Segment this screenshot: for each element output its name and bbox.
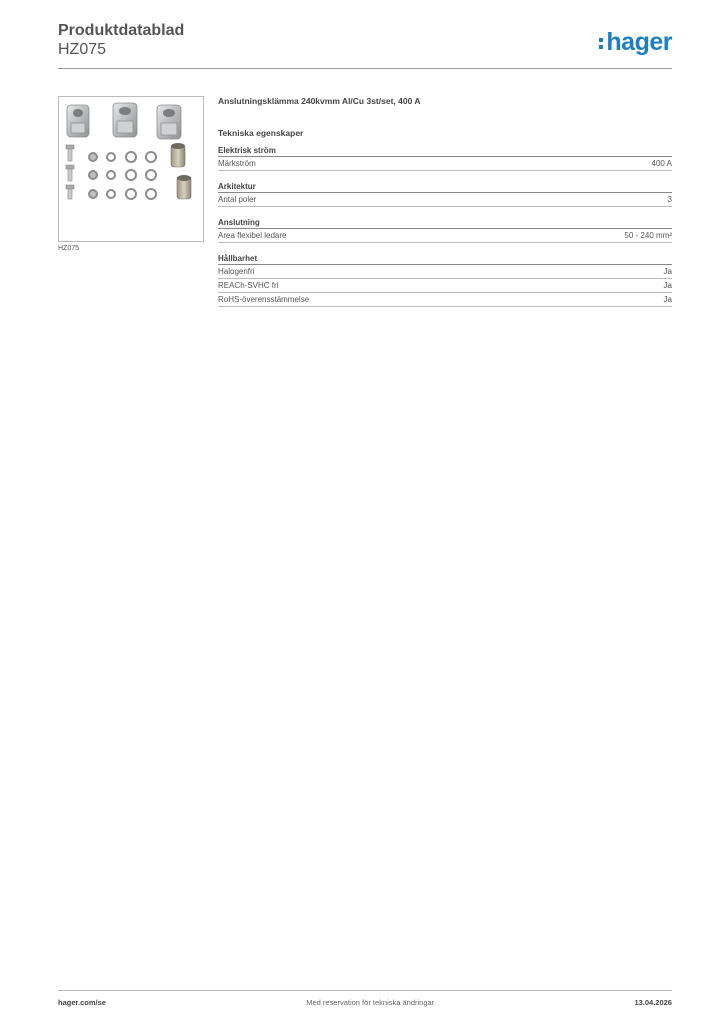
spec-group-electrical: [218, 146, 672, 171]
footer-divider: [58, 990, 672, 991]
spec-value: Ja: [663, 281, 672, 290]
section-heading: Tekniska egenskaper: [218, 128, 304, 138]
spec-row: [218, 293, 672, 307]
group-title: Elektrisk ström: [218, 146, 672, 157]
footer-date: 13.04.2026: [634, 998, 672, 1007]
product-code: HZ075: [58, 41, 107, 58]
image-caption: HZ075: [58, 245, 80, 252]
clamp-3: [157, 105, 181, 139]
spec-group-sustainability: [218, 254, 672, 307]
spec-row: [218, 193, 672, 207]
spec-label: Antal poler: [218, 195, 257, 204]
footer-disclaimer: Med reservation för tekniska ändringar: [306, 998, 435, 1007]
header-divider: [58, 68, 672, 69]
spec-label: REACh-SVHC fri: [218, 281, 279, 290]
spec-value: 400 A: [651, 159, 672, 168]
spec-value: 3: [667, 195, 672, 204]
spec-label: Area flexibel ledare: [218, 231, 287, 240]
group-title: Anslutning: [218, 218, 672, 229]
spec-row: [218, 157, 672, 171]
product-description: Anslutningsklämma 240kvmm Al/Cu 3st/set, 400 A: [218, 96, 421, 106]
spec-value: 50 - 240 mm²: [624, 231, 672, 240]
spec-label: Halogenfri: [218, 267, 255, 276]
spec-label: Märkström: [218, 159, 256, 168]
logo-text: hager: [606, 28, 672, 56]
nuts-washers: [89, 152, 156, 199]
spec-label: RoHS-överensstämmelse: [218, 295, 310, 304]
hager-logo: [599, 28, 672, 57]
group-title: Arkitektur: [218, 182, 672, 193]
terminal-kit-image: [59, 97, 203, 241]
document-header: [58, 22, 184, 59]
spec-value: Ja: [663, 267, 672, 276]
page-title: Produktdatablad: [58, 22, 185, 39]
group-title: Hållbarhet: [218, 254, 672, 265]
sleeves: [171, 143, 191, 199]
product-image: [58, 96, 204, 242]
spec-value: Ja: [663, 295, 672, 304]
logo-dots-icon: [599, 35, 603, 52]
spec-row: [218, 229, 672, 243]
clamp-2: [113, 103, 137, 137]
page-footer: [58, 998, 672, 1007]
spec-group-connection: [218, 218, 672, 243]
specifications: [218, 96, 672, 318]
spec-row: [218, 265, 672, 279]
footer-website-link[interactable]: hager.com/se: [58, 998, 106, 1007]
spec-row: [218, 279, 672, 293]
spec-group-architecture: [218, 182, 672, 207]
bolts: [66, 145, 74, 199]
clamp-1: [67, 105, 89, 137]
